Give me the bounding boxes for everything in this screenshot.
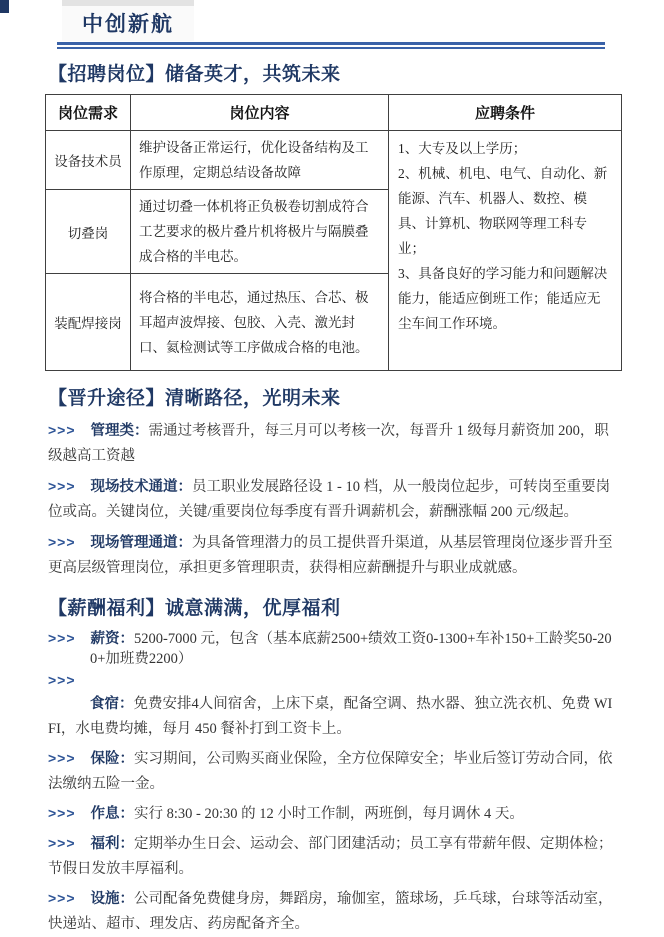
benefit-label: 设施： <box>90 891 135 907</box>
benefit-item-welfare <box>48 831 618 882</box>
logo-text: 中创新航 <box>82 13 174 36</box>
col-header-position: 岗位需求 <box>46 95 131 131</box>
document-header <box>0 0 664 49</box>
header-divider <box>57 42 605 49</box>
condition-item: 2、机械、机电、电气、自动化、新能源、汽车、机器人、数控、模具、计算机、物联网等理工科专业； <box>398 166 608 256</box>
content-cell: 通过切叠一体机将正负极卷切割成符合工艺要求的极片叠片机将极片与隔膜叠成合格的半电芯。 <box>131 190 389 274</box>
section-title-benefits: 【薪酬福利】诚意满满，优厚福利 <box>48 598 341 619</box>
chevron-marker-icon: >>> <box>48 672 76 688</box>
positions-table <box>45 94 622 371</box>
chevron-marker-icon: >>> <box>48 805 76 821</box>
benefits-list <box>0 628 664 937</box>
table-header-row <box>46 95 622 131</box>
position-cell: 装配焊接岗 <box>46 274 131 371</box>
benefit-item-schedule <box>48 801 618 827</box>
benefit-text: 免费安排4人间宿舍，上床下桌，配备空调、热水器、独立洗衣机、免费 WIFI，水电费均摊，每月 450 餐补打到工资卡上。 <box>48 696 613 737</box>
chevron-marker-icon: >>> <box>48 478 76 494</box>
section-title-recruit: 【招聘岗位】储备英才，共筑未来 <box>48 64 341 85</box>
condition-item: 3、具备良好的学习能力和问题解决能力，能适应倒班工作；能适应无尘车间工作环境。 <box>398 266 608 331</box>
position-cell: 设备技术员 <box>46 131 131 190</box>
corner-decoration <box>0 0 9 13</box>
promo-text: 需通过考核晋升，每三月可以考核一次，每晋升 1 级每月薪资加 200，职级越高工资越 <box>48 423 609 464</box>
content-cell: 将合格的半电芯，通过热压、合芯、极耳超声波焊接、包胶、入壳、激光封口、氦检测试等工序做成合格的电池。 <box>131 274 389 371</box>
benefit-item-insurance <box>48 746 618 797</box>
benefit-text: 实习期间，公司购买商业保险，全方位保障安全；毕业后签订劳动合同，依法缴纳五险一金。 <box>48 751 613 792</box>
benefit-label: 保险： <box>90 751 135 767</box>
benefit-item-accommodation-marker <box>48 673 618 688</box>
promo-label: 现场技术通道： <box>90 479 193 495</box>
content-cell: 维护设备正常运行，优化设备结构及工作原理，定期总结设备故障 <box>131 131 389 190</box>
col-header-conditions: 应聘条件 <box>389 95 622 131</box>
company-logo <box>62 0 194 41</box>
promo-item-management <box>48 418 618 469</box>
benefit-label: 食宿： <box>90 696 134 712</box>
chevron-marker-icon: >>> <box>48 750 76 766</box>
position-cell: 切叠岗 <box>46 190 131 274</box>
benefit-item-accommodation <box>48 692 618 742</box>
table-row-equipment-tech <box>46 131 622 190</box>
promo-label: 现场管理通道： <box>90 535 193 551</box>
benefit-label: 福利： <box>90 836 135 852</box>
conditions-cell <box>389 131 622 371</box>
benefit-item-facilities <box>48 886 618 937</box>
benefit-item-salary <box>48 628 618 669</box>
benefit-label: 作息： <box>90 806 135 822</box>
benefit-label: 薪资： <box>90 631 135 647</box>
benefit-text: 定期举办生日会、运动会、部门团建活动；员工享有带薪年假、定期体检；节假日发放丰厚福利。 <box>48 836 613 877</box>
chevron-marker-icon: >>> <box>48 835 76 851</box>
benefit-text: 实行 8:30 - 20:30 的 12 小时工作制，两班倒，每月调休 4 天。 <box>134 806 524 822</box>
promo-label: 管理类： <box>90 423 149 439</box>
benefit-text: 公司配备免费健身房，舞蹈房，瑜伽室，篮球场，乒乓球，台球等活动室，快递站、超市、理发店、药房配备齐全。 <box>48 891 613 932</box>
promo-text: 为具备管理潜力的员工提供晋升渠道，从基层管理岗位逐步晋升至更高层级管理岗位，承担更多管理职责，获得相应薪酬提升与职业成就感。 <box>48 535 613 576</box>
chevron-marker-icon: >>> <box>48 534 76 550</box>
promo-item-management-channel <box>48 530 618 581</box>
promo-item-tech-channel <box>48 474 618 525</box>
chevron-marker-icon: >>> <box>48 890 76 906</box>
condition-item: 1、大专及以上学历； <box>398 141 527 156</box>
col-header-content: 岗位内容 <box>131 95 389 131</box>
benefit-text: 5200-7000 元，包含（基本底薪2500+绩效工资0-1300+车补150+工龄奖50-200+加班费2200） <box>90 631 612 667</box>
promo-text: 员工职业发展路径设 1 - 10 档，从一般岗位起步，可转岗至重要岗位或高。关键岗位，关键/重要岗位每季度有晋升调薪机会，薪酬涨幅 200 元/级起。 <box>48 479 611 520</box>
chevron-marker-icon: >>> <box>48 630 76 646</box>
section-title-promotion: 【晋升途径】清晰路径，光明未来 <box>48 388 341 409</box>
chevron-marker-icon: >>> <box>48 422 76 438</box>
